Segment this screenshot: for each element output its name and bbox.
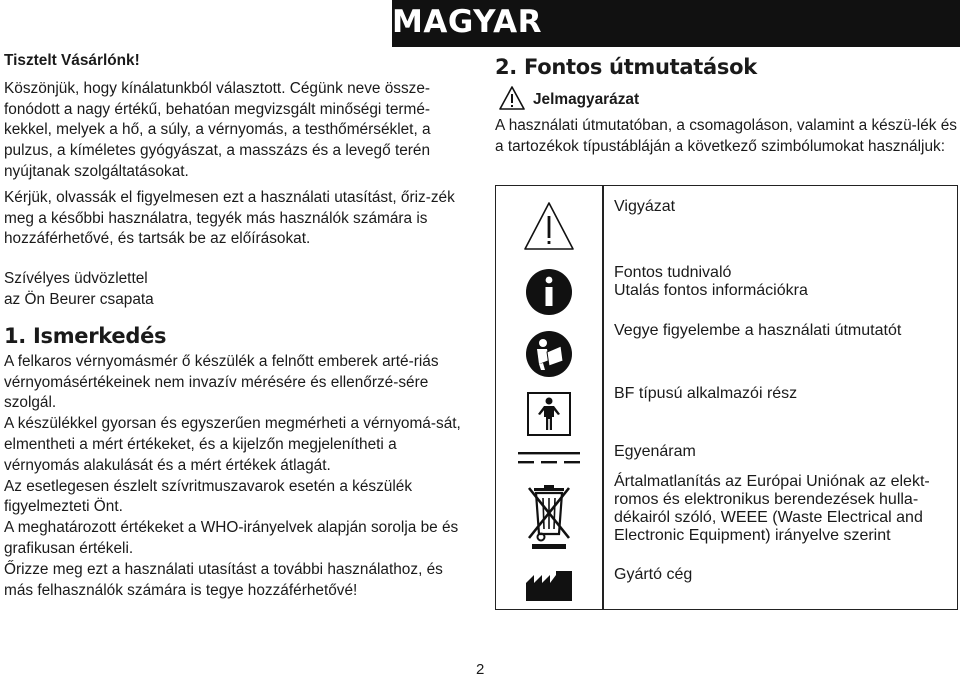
- symbol-description: romos és elektronikus berendezések hulla-: [614, 491, 919, 508]
- symbol-description: Egyenáram: [614, 443, 696, 460]
- symbol-row-info: [496, 256, 957, 322]
- symbol-row-manufacturer: [496, 561, 957, 609]
- section-1-paragraph: A felkaros vérnyomásmér ő készülék a felnőtt emberek arté-riás vérnyomásértékeinek nem invazív mérésére és ellenőrzé-sére szolgál.: [4, 352, 439, 412]
- symbol-row-manual: [496, 322, 957, 385]
- section-1-title: 1. Ismerkedés: [4, 323, 167, 348]
- section-1-paragraph: A készülékkel gyorsan és egyszerűen megmérheti a vérnyomá-sát, elmentheti a mért értékeket, és a kijelzőn megjelenítheti a vérnyomás alakulását és a mért értékek átlagát.: [4, 415, 461, 474]
- right-column: [495, 55, 960, 158]
- direct-current-icon: [518, 451, 580, 465]
- symbol-description: Utalás fontos információkra: [614, 282, 808, 299]
- section-1-paragraph: Az esetlegesen észlelt szívritmuszavarok esetén a készülék figyelmezteti Önt.: [4, 477, 413, 516]
- symbol-row-weee: [496, 473, 957, 561]
- language-label: MAGYAR: [392, 4, 542, 40]
- greeting: Tisztelt Vásárlónk!: [4, 52, 140, 69]
- weee-bin-icon: [526, 484, 572, 550]
- request-paragraph: Kérjük, olvassák el figyelmesen ezt a használati utasítást, őriz-zék meg a későbbi használatra, tegyék más használók számára is hozzáférhetővé, és tartsák be az előírásokat.: [4, 188, 455, 248]
- left-column: [4, 51, 476, 601]
- closing-line-1: Szívélyes üdvözlettel: [4, 270, 148, 288]
- bf-type-part-icon: [527, 392, 571, 436]
- legend-title: Jelmagyarázat: [533, 91, 640, 108]
- section-1-paragraph: A meghatározott értékeket a WHO-irányelvek alapján sorolja be és grafikusan értékeli.: [4, 519, 459, 557]
- symbol-description: BF típusú alkalmazói rész: [614, 385, 798, 402]
- warning-triangle-icon: [523, 201, 575, 251]
- page-number: 2: [476, 661, 485, 678]
- symbol-table: [495, 185, 958, 610]
- warning-triangle-icon: [499, 86, 525, 110]
- symbol-description: Gyártó cég: [614, 566, 693, 583]
- section-1-paragraph: Őrizze meg ezt a használati utasítást a további használathoz, és más felhasználók számára is tegye hozzáférhetővé!: [4, 560, 443, 599]
- symbol-description: Vegye figyelembe a használati útmutatót: [614, 322, 902, 339]
- symbol-row-bf-part: [496, 385, 957, 443]
- symbol-description: Vigyázat: [614, 198, 676, 215]
- info-icon: [525, 268, 573, 316]
- section-2-title: 2. Fontos útmutatások: [495, 55, 757, 79]
- manufacturer-icon: [526, 571, 572, 601]
- symbol-description: Ártalmatlanítás az Európai Uniónak az elekt-: [614, 473, 930, 490]
- closing-line-2: az Ön Beurer csapata: [4, 290, 154, 308]
- symbol-description: Electronic Equipment) irányelve szerint: [614, 527, 891, 544]
- symbol-row-caution: [496, 186, 957, 256]
- legend-heading: [495, 85, 960, 114]
- intro-paragraph: Köszönjük, hogy kínálatunkból választott. Cégünk neve össze-fonódott a nagy értékű, behatóan megvizsgált minőségi termé-kekkel, melyek a hő, a súly, a vérnyomás, a testhőmérséklet, a pulzus, a kíméletes gyógyászat, a masszázs és a levegő terén nyújtanak szolgáltatásokat.: [4, 79, 431, 180]
- read-manual-icon: [525, 330, 573, 378]
- symbol-row-dc: [496, 443, 957, 473]
- legend-intro: A használati útmutatóban, a csomagoláson, valamint a készü-lék és a tartozékok típustábláján a következő szimbólumokat használjuk:: [495, 117, 957, 155]
- symbol-description: dékairól szóló, WEEE (Waste Electrical and: [614, 509, 923, 526]
- symbol-description: Fontos tudnivaló: [614, 264, 732, 281]
